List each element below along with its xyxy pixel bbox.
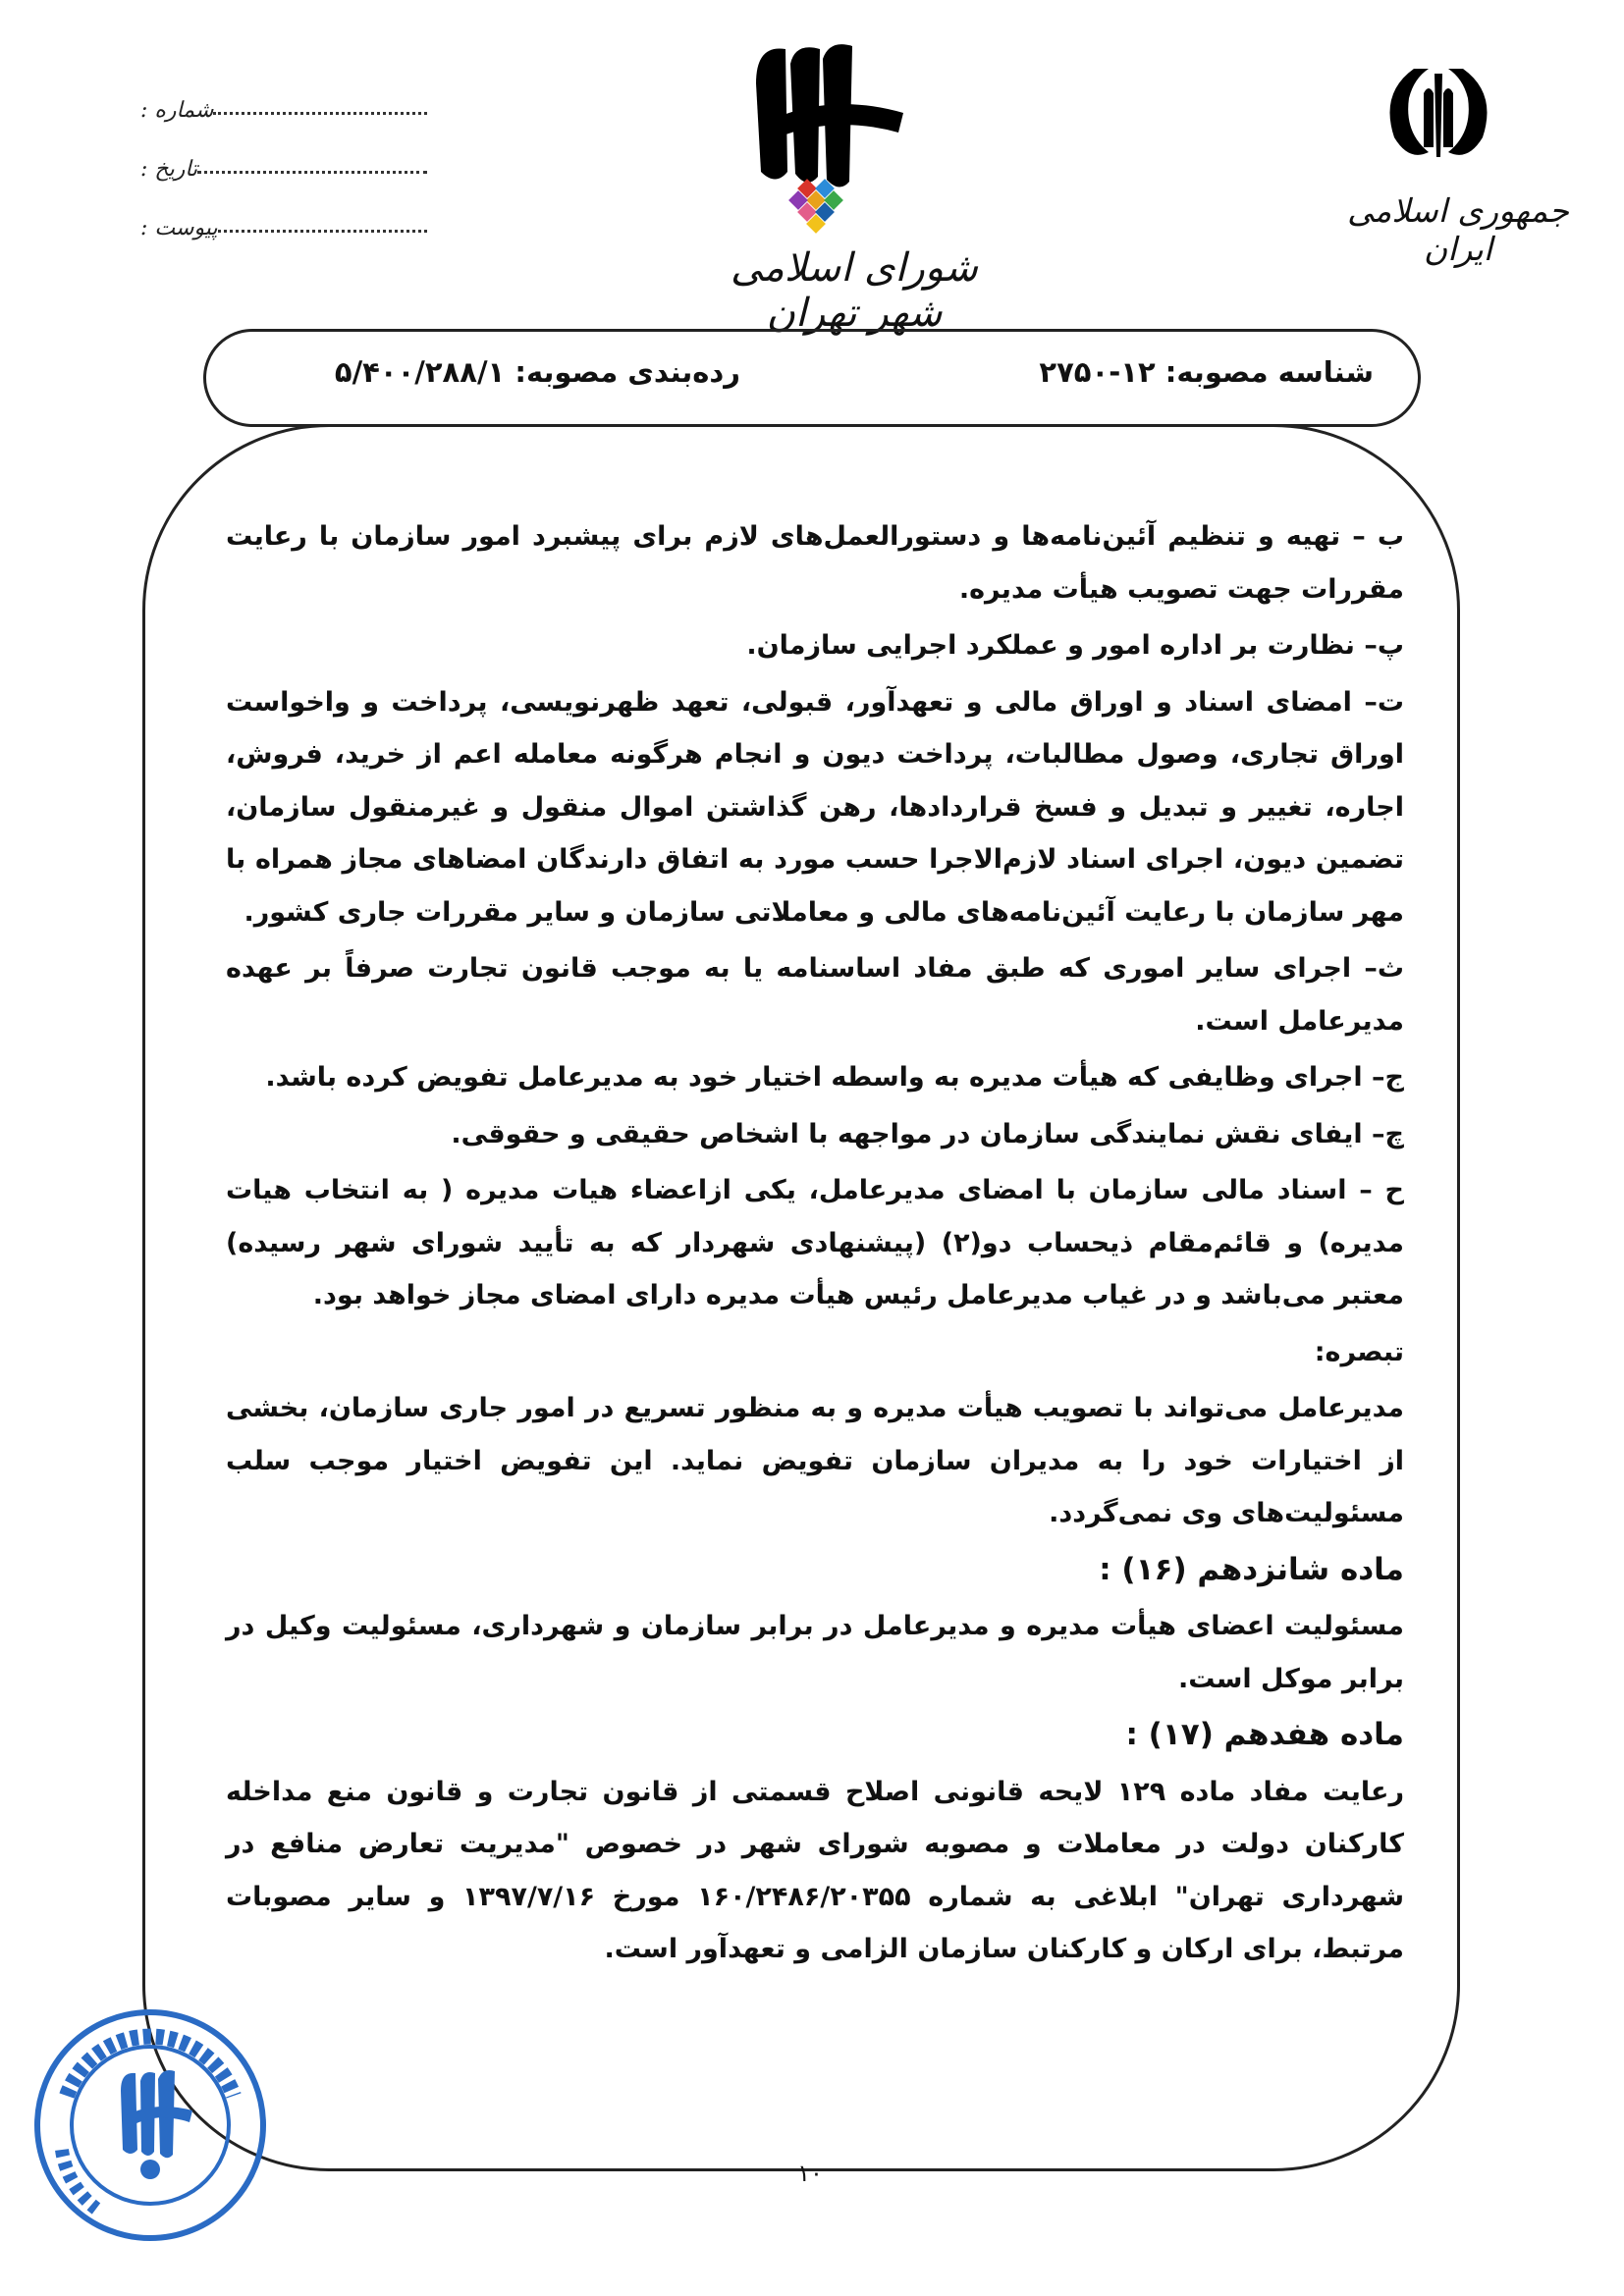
paragraph-label: ب –: [1352, 521, 1404, 552]
paragraph-text: اجرای وظایفی که هیأت مدیره به واسطه اختیار خود به مدیرعامل تفویض کرده باشد.: [265, 1062, 1373, 1093]
resolution-id-bar: [203, 329, 1421, 427]
date-field: [133, 142, 427, 182]
note-text: مدیرعامل می‌تواند با تصویب هیأت مدیره و به منظور تسریع در امور جاری سازمان، بخشی از اختیارات خود را به مدیران سازمان تفویض نماید. این تفویض اختیار موجب سلب مسئولیت‌های وی نمی‌گردد.: [226, 1393, 1404, 1528]
tehran-council-logo-icon: [717, 25, 913, 250]
attachment-field: [133, 201, 427, 240]
paragraph-label: چ–: [1372, 1118, 1404, 1149]
number-field: [133, 83, 427, 123]
page-number: ۱۰: [797, 2160, 823, 2187]
paragraph-h: [226, 1164, 1404, 1322]
paragraph-text: نظارت بر اداره امور و عملکرد اجرایی سازمان.: [746, 630, 1365, 661]
article-16-text: مسئولیت اعضای هیأت مدیره و مدیرعامل در برابر سازمان و شهرداری، مسئولیت وکیل در برابر موکل است.: [226, 1611, 1404, 1694]
number-label: شماره :: [140, 98, 214, 123]
article-17-text: رعایت مفاد ماده ۱۲۹ لایحه قانونی اصلاح قسمتی از قانون تجارت و قانون منع مداخله کارکنان دولت در معاملات و مصوبه شورای شهر در خصوص "مدیریت تعارض منافع در شهرداری تهران" ابلاغی به شماره ۱۶۰/۲۴۸۶/۲۰۳۵۵ مورخ ۱۳۹۷/۷/۱۶ و سایر مصوبات مرتبط، برای ارکان و کارکنان سازمان الزامی و تعهدآور است.: [226, 1776, 1405, 1964]
paragraph-t: [226, 676, 1404, 939]
article-16-title: ماده شانزدهم (۱۶) :: [1099, 1551, 1404, 1587]
attachment-dots: [218, 230, 427, 233]
council-seal-icon: [27, 2002, 273, 2248]
paragraph-label: ت–: [1364, 686, 1404, 718]
paragraph-label: ث–: [1364, 953, 1404, 984]
attachment-label: پیوست :: [140, 216, 218, 240]
resolution-id: شناسه مصوبه: ۱۲-۲۷۵۰: [1039, 355, 1374, 389]
paragraph-j: [226, 1051, 1404, 1104]
paragraph-label: ح –: [1359, 1175, 1404, 1205]
paragraph-text: اجرای سایر اموری که طبق مفاد اساسنامه یا به موجب قانون تجارت صرفاً بر عهده مدیرعامل است.: [226, 953, 1404, 1037]
number-dots: [213, 112, 427, 115]
paragraph-s: [226, 942, 1404, 1047]
note-title: تبصره:: [1314, 1336, 1404, 1367]
paragraph-text: اسناد مالی سازمان با امضای مدیرعامل، یکی ازاعضاء هیات مدیره ( به انتخاب هیات مدیره) و قائم‌مقام ذیحساب دو(۲) (پیشنهادی شهردار که به تأیید شورای شهر رسیده) معتبر می‌باشد و در غیاب مدیرعامل رئیس هیأت مدیره دارای امضای مجاز خواهد بود.: [226, 1175, 1404, 1310]
paragraph-p: [226, 619, 1404, 672]
paragraph-b: [226, 510, 1404, 615]
paragraph-text: ایفای نقش نمایندگی سازمان در مواجهه با اشخاص حقیقی و حقوقی.: [451, 1118, 1373, 1149]
republic-name: جمهوری اسلامی ایران: [1347, 191, 1569, 268]
council-name: شورای اسلامی شهر تهران: [731, 245, 978, 336]
iran-emblem-icon: [1370, 54, 1507, 172]
date-dots: [197, 171, 427, 174]
resolution-classification: رده‌بندی مصوبه: ۵/۴۰۰/۲۸۸/۱: [334, 355, 740, 389]
paragraph-text: تهیه و تنظیم آئین‌نامه‌ها و دستورالعمل‌های لازم برای پیشبرد امور سازمان با رعایت مقررات جهت تصویب هیأت مدیره.: [226, 521, 1404, 605]
document-body: [226, 510, 1404, 1980]
paragraph-label: پ–: [1364, 630, 1404, 661]
date-label: تاریخ :: [140, 157, 198, 182]
paragraph-ch: [226, 1108, 1404, 1161]
article-17-title: ماده هفدهم (۱۷) :: [1125, 1717, 1404, 1752]
paragraph-label: ج–: [1372, 1062, 1404, 1093]
paragraph-text: امضای اسناد و اوراق مالی و تعهدآور، قبولی، تعهد ظهرنویسی، پرداخت و واخواست اوراق تجاری، وصول مطالبات، پرداخت دیون و انجام هرگونه معامله اعم از خرید، فروش، اجاره، تغییر و تبدیل و فسخ قراردادها، رهن گذاشتن اموال منقول و غیرمنقول سازمان، تضمین دیون، اجرای اسناد لازم‌الاجرا حسب مورد به اتفاق دارندگان امضاهای مجاز همراه با مهر سازمان با رعایت آئین‌نامه‌های مالی و معاملاتی سازمان و سایر مقررات جاری کشور.: [226, 686, 1404, 928]
